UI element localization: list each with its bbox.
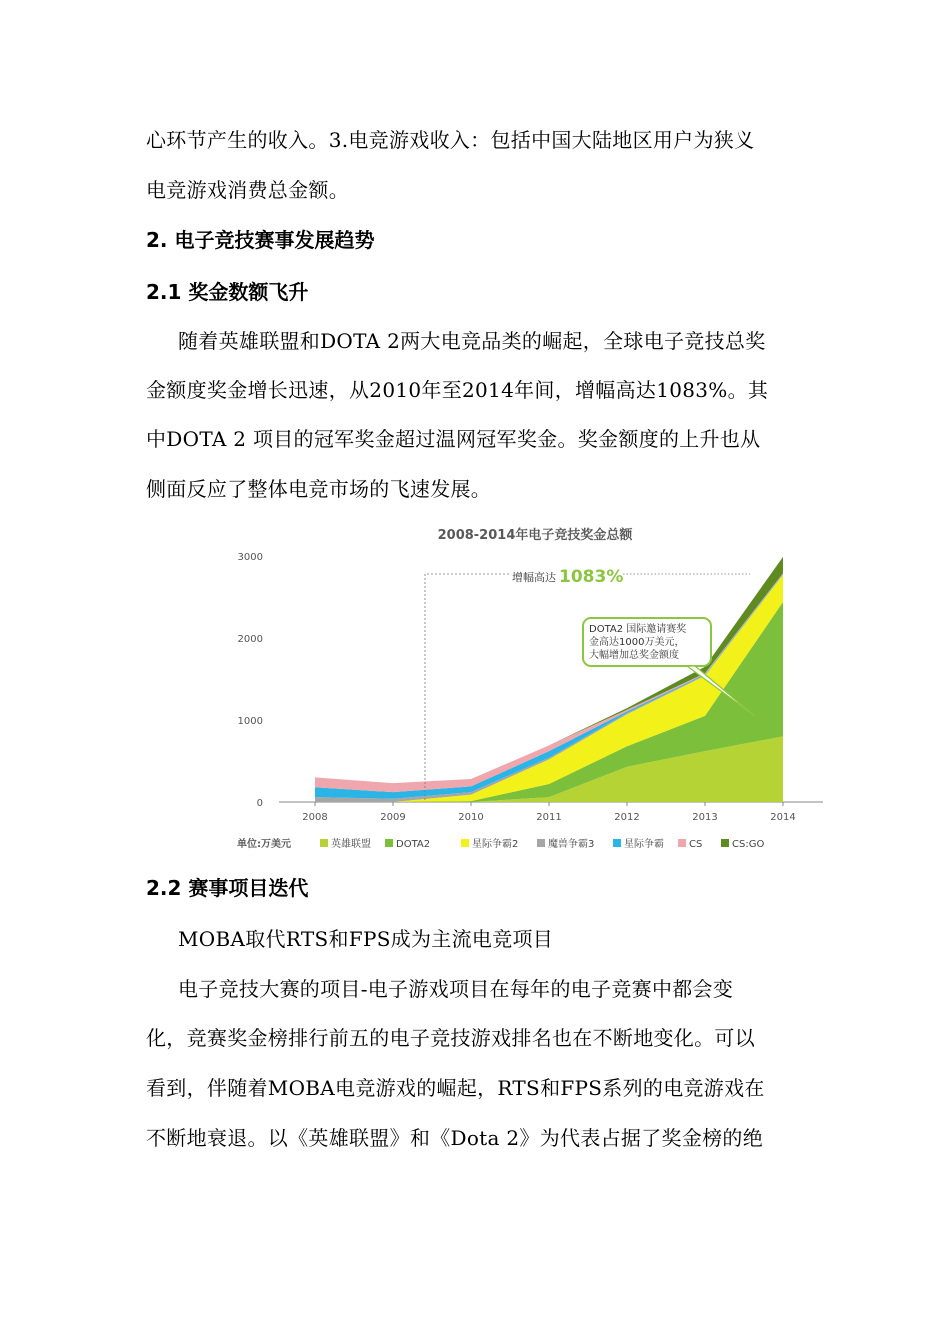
callout-line-1: DOTA2 国际邀请赛奖 <box>589 624 687 635</box>
paragraph-line: 电竞游戏消费总金额。 <box>146 178 349 202</box>
section-heading: 2. 电子竞技赛事发展趋势 <box>146 228 375 252</box>
legend-swatch <box>461 839 469 847</box>
subsection-heading: 2.1 奖金数额飞升 <box>146 280 309 304</box>
legend-label: CS:GO <box>732 839 765 850</box>
legend-swatch <box>678 839 686 847</box>
paragraph-line: 中DOTA 2 项目的冠军奖金超过温网冠军奖金。奖金额度的上升也从 <box>146 427 761 451</box>
paragraph-line: 随着英雄联盟和DOTA 2两大电竞品类的崛起，全球电子竞技总奖 <box>178 329 766 353</box>
paragraph-line: 不断地衰退。以《英雄联盟》和《Dota 2》为代表占据了奖金榜的绝 <box>146 1126 764 1150</box>
x-tick-label: 2012 <box>614 812 640 823</box>
paragraph-line: 侧面反应了整体电竞市场的飞速发展。 <box>146 477 492 501</box>
legend-label: DOTA2 <box>396 839 431 850</box>
paragraph-line: 金额度奖金增长迅速，从2010年至2014年间，增幅高达1083%。其 <box>146 378 769 402</box>
paragraph-line: 看到，伴随着MOBA电竞游戏的崛起，RTS和FPS系列的电竞游戏在 <box>146 1076 765 1100</box>
paragraph-line: 心环节产生的收入。3.电竞游戏收入：包括中国大陆地区用户为狭义 <box>146 128 755 152</box>
legend-label: 星际争霸 <box>624 839 664 850</box>
x-tick-label: 2009 <box>380 812 406 823</box>
legend-swatch <box>613 839 621 847</box>
y-tick-label: 2000 <box>237 634 263 645</box>
unit-label: 单位:万美元 <box>237 839 291 850</box>
callout-line-2: 金高达1000万美元， <box>589 637 685 648</box>
legend-swatch <box>385 839 393 847</box>
areas-layer <box>315 557 783 802</box>
subsection-heading: 2.2 赛事项目迭代 <box>146 876 309 900</box>
legend-swatch <box>537 839 545 847</box>
callout-line-3: 大幅增加总奖金额度 <box>589 650 679 661</box>
paragraph-line: 电子竞技大赛的项目-电子游戏项目在每年的电子竞赛中都会变 <box>178 977 734 1001</box>
y-tick-label: 0 <box>256 798 263 809</box>
y-tick-label: 1000 <box>237 716 263 727</box>
chart-title: 2008-2014年电子竞技奖金总额 <box>437 528 633 543</box>
prize-area-chart <box>225 520 835 860</box>
legend-swatch <box>721 839 729 847</box>
legend <box>237 837 764 850</box>
y-tick-label: 3000 <box>237 552 263 563</box>
legend-label: 英雄联盟 <box>331 839 371 850</box>
growth-value: 1083% <box>559 567 624 587</box>
growth-label: 增幅高达 <box>512 571 556 584</box>
x-tick-label: 2010 <box>458 812 484 823</box>
x-tick-label: 2013 <box>692 812 718 823</box>
x-tick-label: 2011 <box>536 812 562 823</box>
legend-swatch <box>320 839 328 847</box>
x-tick-label: 2008 <box>302 812 328 823</box>
x-tick-label: 2014 <box>770 812 796 823</box>
growth-bracket-line <box>425 574 510 800</box>
legend-label: 星际争霸2 <box>472 839 519 850</box>
legend-label: 魔兽争霸3 <box>548 839 595 850</box>
paragraph-line: MOBA取代RTS和FPS成为主流电竞项目 <box>178 927 554 951</box>
legend-label: CS <box>689 839 703 850</box>
paragraph-line: 化，竞赛奖金榜排行前五的电子竞技游戏排名也在不断地变化。可以 <box>146 1026 755 1050</box>
